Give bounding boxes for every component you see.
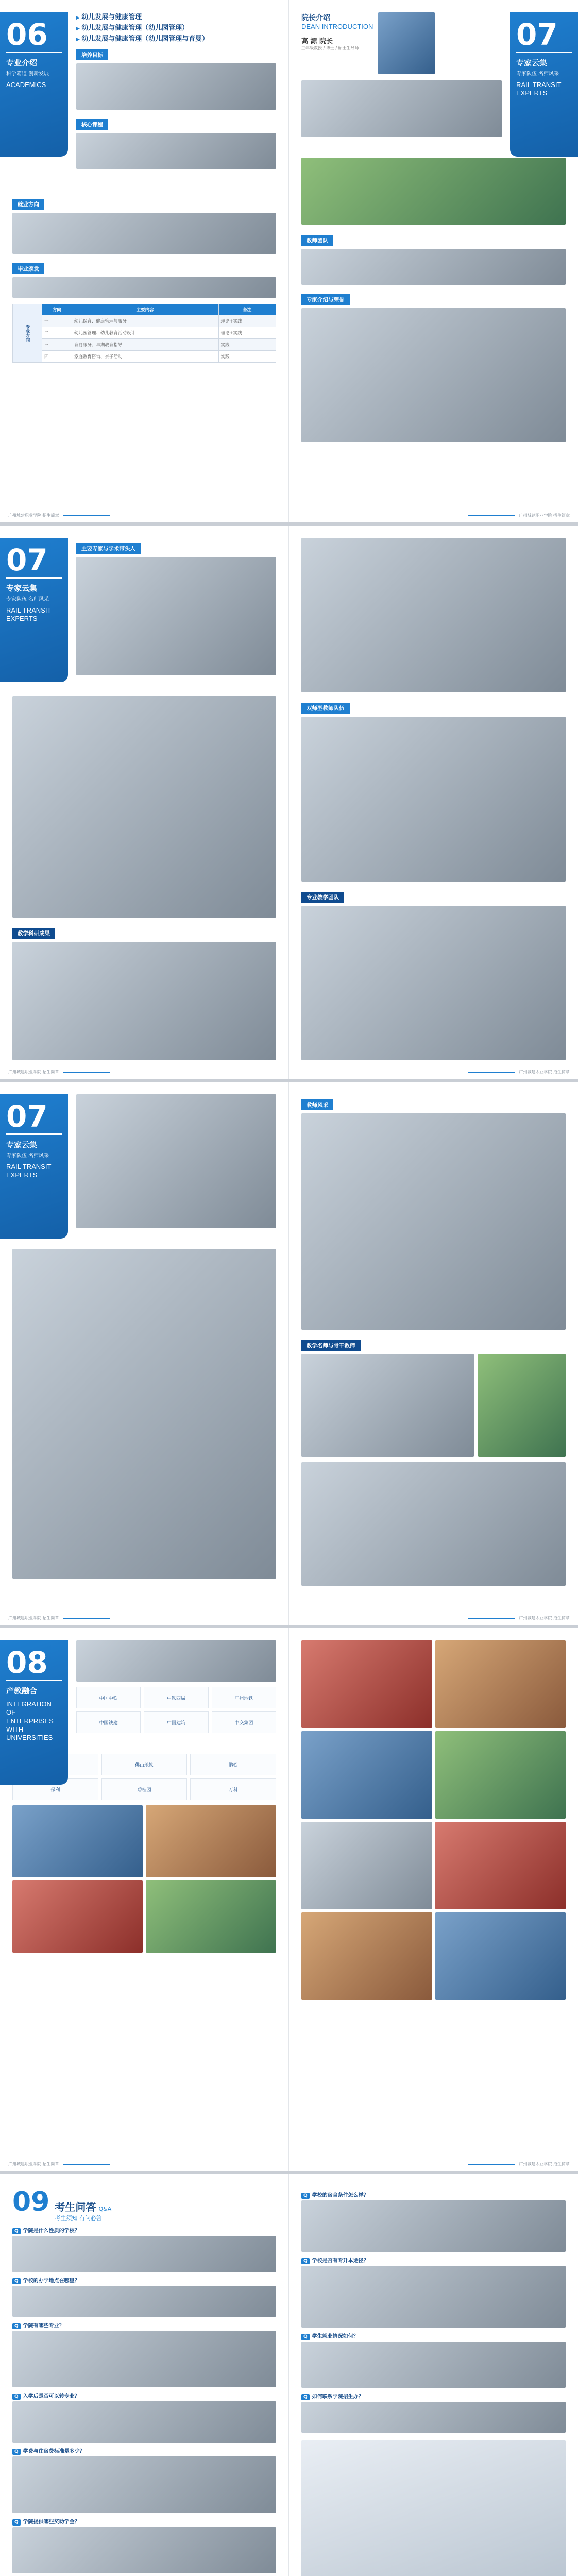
- page-qa-2: [289, 2174, 578, 2576]
- page-footer: [8, 2161, 110, 2167]
- page-footer: [8, 513, 110, 518]
- table-cell: 一: [42, 315, 72, 327]
- question: Q 如何联系学院招生办？: [301, 2392, 566, 2400]
- page-academics: [0, 0, 289, 522]
- intro-title-en: DEAN INTRODUCTION: [301, 23, 373, 30]
- answer-text: [12, 2456, 276, 2513]
- section-subtitle: 专家队伍 名师风采: [6, 1153, 49, 1159]
- question: Q 入学后是否可以转专业？: [12, 2392, 276, 2400]
- section-title: 产教融合: [6, 1686, 38, 1696]
- section-title: 考生问答: [55, 2201, 96, 2213]
- question: Q 学校的宿舍条件怎么样？: [301, 2191, 566, 2199]
- event-photo: [146, 1880, 276, 1953]
- partner-logo: 广州地铁: [212, 1687, 276, 1708]
- body-text-block: [301, 80, 502, 137]
- page-experts-5: [289, 1082, 578, 1625]
- answer-text: [301, 2200, 566, 2252]
- page-footer: [468, 1069, 570, 1075]
- body-text-block: [76, 63, 276, 110]
- partner-logo: 碧桂园: [101, 1778, 188, 1800]
- section-title-en: RAIL TRANSIT EXPERTS: [6, 1163, 52, 1179]
- tag-course: 核心课程: [76, 119, 108, 130]
- section-subtitle-2: 考生须知 有问必答: [55, 2215, 102, 2222]
- event-photo: [12, 1805, 143, 1877]
- event-photo: [435, 1731, 566, 1819]
- spread-3: [0, 1082, 578, 1628]
- dean-name: 高 源 院长: [301, 38, 333, 45]
- tag-honor: 专家介绍与荣誉: [301, 294, 350, 305]
- teacher-photo: [478, 1354, 566, 1457]
- event-photo: [301, 1640, 432, 1728]
- event-photo: [12, 1880, 143, 1953]
- body-text-block: [301, 1462, 566, 1586]
- spread-5: [0, 2174, 578, 2576]
- body-text-block: [301, 1113, 566, 1330]
- table-header: 主要内容: [72, 304, 218, 315]
- page-experts-4: [0, 1082, 289, 1625]
- spread-1: [0, 0, 578, 526]
- table-row: [13, 315, 276, 327]
- section-title: 专家云集: [516, 58, 548, 67]
- table-cell: 育婴服务、早期教育指导: [72, 339, 218, 351]
- body-text-block: [301, 906, 566, 1060]
- partner-logo: 中交集团: [212, 1711, 276, 1733]
- section-subtitle: Q&A: [98, 2206, 112, 2212]
- footer-text: 广州城建职业学院 招生简章: [519, 513, 570, 518]
- answer-text: [12, 2236, 276, 2272]
- section-title-en: RAIL TRANSIT EXPERTS: [516, 81, 562, 97]
- section-title-en: RAIL TRANSIT EXPERTS: [6, 606, 52, 623]
- question: Q 学校的办学地点在哪里？: [12, 2276, 276, 2284]
- body-text-block: [76, 1640, 276, 1682]
- team-photo: [301, 158, 566, 225]
- body-text-block: [12, 696, 276, 918]
- question: Q 学生就业情况如何？: [301, 2332, 566, 2340]
- section-number: 06: [6, 20, 62, 53]
- section-title: 专家云集: [6, 584, 38, 593]
- partner-logo: 保利: [12, 1778, 98, 1800]
- answer-text: [301, 2266, 566, 2328]
- tag-dual-teachers: 双师型教师队伍: [301, 703, 350, 714]
- question: Q 学校是否有专升本途径？: [301, 2256, 566, 2264]
- table-cell: 家庭教育咨询、亲子活动: [72, 351, 218, 363]
- tag-teaching-team: 专业教学团队: [301, 892, 344, 903]
- section-title: 专家云集: [6, 1140, 38, 1149]
- table-cell: 实践: [218, 339, 276, 351]
- partner-logo: 万科: [190, 1778, 276, 1800]
- footer-text: 广州城建职业学院 招生简章: [8, 513, 59, 518]
- tag-experts: 主要专家与学术带头人: [76, 543, 141, 554]
- body-text-block: [301, 538, 566, 692]
- page-experts-2: [0, 526, 289, 1079]
- table-cell: 理论+实践: [218, 327, 276, 339]
- event-photo: [301, 1822, 432, 1909]
- body-text-block: [301, 1354, 474, 1457]
- page-footer: [468, 2161, 570, 2167]
- footer-text: 广州城建职业学院 招生简章: [519, 1616, 570, 1620]
- footer-text: 广州城建职业学院 招生简章: [519, 1070, 570, 1074]
- body-text-block: [12, 277, 276, 298]
- event-photo: [435, 1640, 566, 1728]
- body-text-block: [301, 249, 566, 285]
- table-row: [13, 327, 276, 339]
- partner-logo: 佛山地铁: [101, 1754, 188, 1775]
- table-header: 备注: [218, 304, 276, 315]
- tag-jobs: 就业方向: [12, 199, 44, 210]
- tag-training: 培养目标: [76, 49, 108, 60]
- body-text-block: [76, 1094, 276, 1228]
- table-cell: 幼儿园管理、幼儿教育活动设计: [72, 327, 218, 339]
- body-text-block: [76, 133, 276, 169]
- answer-text: [12, 2401, 276, 2443]
- campus-photo: [301, 2440, 566, 2576]
- footer-text: 广州城建职业学院 招生简章: [8, 1616, 59, 1620]
- table-label: 专业方向: [13, 304, 42, 363]
- table-cell: 实践: [218, 351, 276, 363]
- answer-text: [12, 2286, 276, 2317]
- section-badge: [0, 1094, 68, 1239]
- partner-logos: [76, 1687, 276, 1733]
- major-item: ▶ 幼儿发展与健康管理（幼儿园管理与育婴）: [76, 34, 276, 45]
- dean-role: 三年级教授 / 博士 / 硕士生导师: [301, 46, 359, 50]
- major-list: [76, 12, 276, 44]
- section-title-en: ACADEMICS: [6, 81, 46, 89]
- table-cell: 幼儿保育、健康管理与服务: [72, 315, 218, 327]
- partner-logo: 中国铁建: [76, 1711, 141, 1733]
- event-photo: [146, 1805, 276, 1877]
- spread-2: [0, 526, 578, 1082]
- section-number: 07: [6, 1101, 62, 1135]
- page-integration-2: [289, 1628, 578, 2171]
- table-cell: 二: [42, 327, 72, 339]
- body-text-block: [76, 557, 276, 675]
- section-subtitle: 专家队伍 名师风采: [516, 71, 559, 77]
- partner-logo: 中国中铁: [76, 1687, 141, 1708]
- section-badge: [0, 1640, 68, 1785]
- footer-text: 广州城建职业学院 招生简章: [519, 2162, 570, 2166]
- body-text-block: [301, 717, 566, 882]
- partner-logo: 中国建筑: [144, 1711, 208, 1733]
- page-qa: [0, 2174, 289, 2576]
- section-badge: [510, 12, 578, 157]
- section-number: 07: [6, 545, 62, 579]
- section-title: 专业介绍: [6, 58, 38, 67]
- event-photo: [301, 1731, 432, 1819]
- partner-logo: 港铁: [190, 1754, 276, 1775]
- page-integration: [0, 1628, 289, 2171]
- section-badge: [0, 12, 68, 157]
- section-number: 09: [12, 2187, 50, 2217]
- table-cell: 四: [42, 351, 72, 363]
- question: Q 学院是什么性质的学校？: [12, 2226, 276, 2234]
- table-cell: 理论+实践: [218, 315, 276, 327]
- question: Q 学费与住宿费标准是多少？: [12, 2447, 276, 2455]
- page-footer: [8, 1615, 110, 1621]
- partner-logo: 中铁四局: [144, 1687, 208, 1708]
- page-footer: [8, 1069, 110, 1075]
- footer-text: 广州城建职业学院 招生简章: [8, 1070, 59, 1074]
- page-footer: [468, 1615, 570, 1621]
- body-text-block: [12, 1249, 276, 1579]
- page-experts: [289, 0, 578, 522]
- table-cell: 三: [42, 339, 72, 351]
- section-title-en: INTEGRATION OF ENTERPRISES WITH UNIVERSITIES: [6, 1700, 54, 1741]
- qa-heading: [12, 2187, 276, 2222]
- table-header: 方向: [42, 304, 72, 315]
- table-row: [13, 351, 276, 363]
- intro-title: 院长介绍: [301, 14, 330, 22]
- page-experts-3: [289, 526, 578, 1079]
- body-text-block: [12, 213, 276, 254]
- event-photo: [301, 1912, 432, 2000]
- answer-text: [12, 2331, 276, 2387]
- spread-4: [0, 1628, 578, 2174]
- question: Q 学院有哪些专业？: [12, 2321, 276, 2329]
- major-item: ▶ 幼儿发展与健康管理（幼儿园管理）: [76, 23, 276, 34]
- tag-research: 教学科研成果: [12, 928, 55, 939]
- section-badge: [0, 538, 68, 682]
- direction-table: [12, 304, 276, 363]
- tag-style: 教师风采: [301, 1099, 333, 1110]
- major-item: ▶ 幼儿发展与健康管理: [76, 12, 276, 23]
- event-photo: [435, 1912, 566, 2000]
- answer-text: [301, 2402, 566, 2433]
- page-footer: [468, 513, 570, 518]
- footer-text: 广州城建职业学院 招生简章: [8, 2162, 59, 2166]
- answer-text: [301, 2342, 566, 2388]
- section-subtitle: 专家队伍 名师风采: [6, 597, 49, 602]
- body-text-block: [12, 942, 276, 1060]
- section-number: 08: [6, 1648, 62, 1681]
- tag-grad: 毕业颁发: [12, 263, 44, 274]
- tag-famous-teachers: 教学名师与骨干教师: [301, 1340, 361, 1351]
- section-subtitle: 科学霸道 创新发展: [6, 71, 49, 77]
- answer-text: [12, 2527, 276, 2573]
- section-number: 07: [516, 20, 572, 53]
- dean-photo: [378, 12, 435, 74]
- table-row: [13, 339, 276, 351]
- event-photo: [435, 1822, 566, 1909]
- tag-team: 教师团队: [301, 235, 333, 246]
- question: Q 学院提供哪些奖助学金？: [12, 2517, 276, 2526]
- body-text-block: [301, 308, 566, 442]
